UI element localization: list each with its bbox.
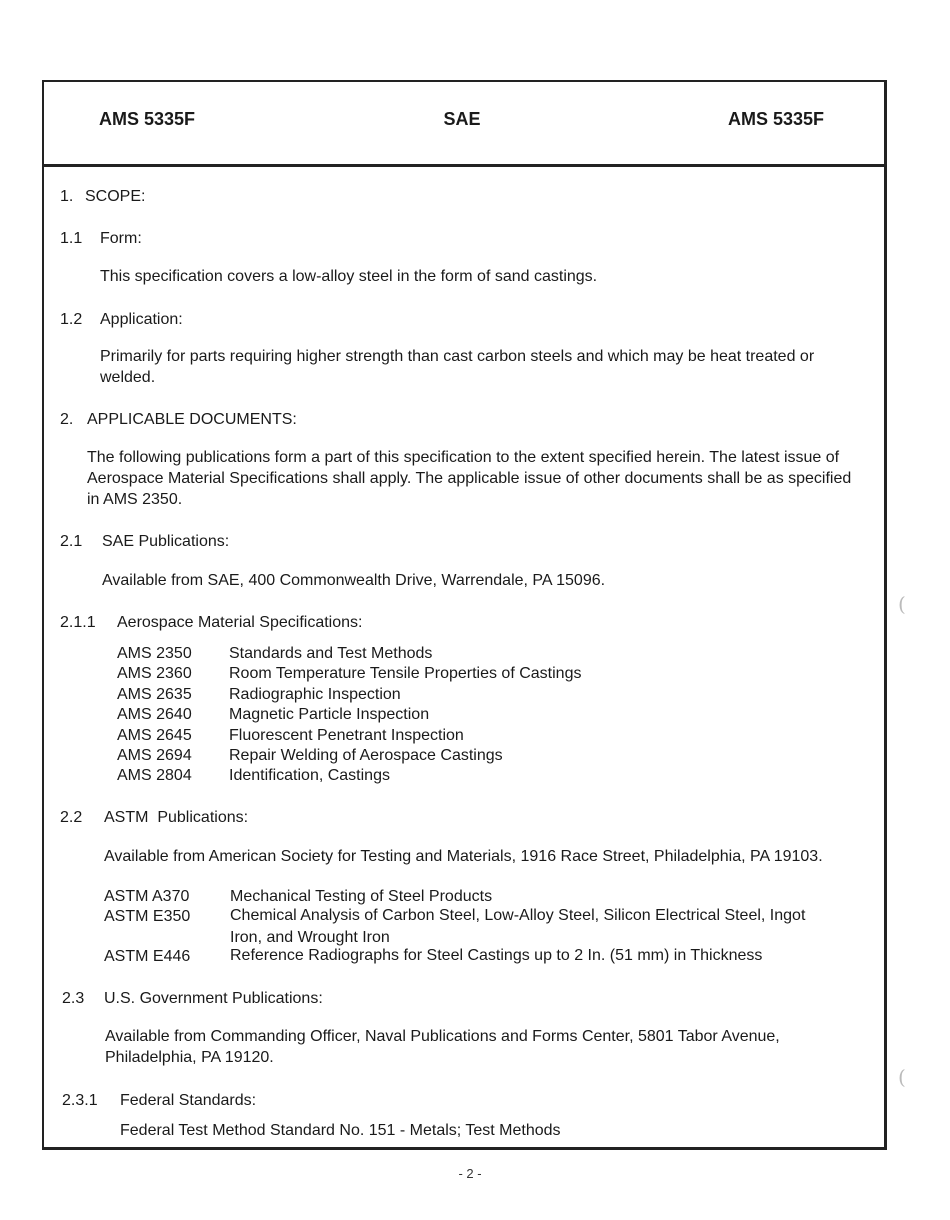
section-2-3-body: Available from Commanding Officer, Naval Publications and Forms Center, 5801 Tabor Avenue, Philadelphia, PA 19120. <box>105 1028 780 1066</box>
astm-desc: Mechanical Testing of Steel Products <box>230 888 493 905</box>
ams-code: AMS 2645 <box>117 727 192 744</box>
section-2-1-1-title: Aerospace Material Specifications: <box>117 614 363 631</box>
ams-code: AMS 2694 <box>117 747 192 764</box>
margin-mark: ( <box>898 1065 906 1089</box>
ams-desc: Standards and Test Methods <box>229 645 433 662</box>
astm-code: ASTM E350 <box>104 908 191 925</box>
section-2-1-body: Available from SAE, 400 Commonwealth Drive, Warrendale, PA 15096. <box>102 572 606 589</box>
ams-code: AMS 2350 <box>117 645 192 662</box>
header-org-text: SAE <box>443 109 481 129</box>
ams-desc: Room Temperature Tensile Properties of Castings <box>229 665 582 682</box>
header-doc-id-left: AMS 5335F <box>99 109 196 129</box>
section-2-3-number: 2.3 <box>62 990 85 1007</box>
section-1-1-number: 1.1 <box>60 230 83 247</box>
section-2-1-number: 2.1 <box>60 533 83 550</box>
ams-desc: Identification, Castings <box>229 767 390 784</box>
section-2-title: APPLICABLE DOCUMENTS: <box>87 411 297 428</box>
page-number <box>0 1166 950 1181</box>
astm-code: ASTM A370 <box>104 888 190 905</box>
section-2-number: 2. <box>60 411 74 428</box>
section-2-3-1-number: 2.3.1 <box>62 1092 98 1109</box>
section-1-2-title: Application: <box>100 311 183 328</box>
section-2-3-1-title: Federal Standards: <box>120 1092 257 1109</box>
section-1-1-body: This specification covers a low-alloy steel in the form of sand castings. <box>100 268 598 285</box>
section-2-body: The following publications form a part of this specification to the extent specified herein. The latest issue of Aerospace Material Specifications shall apply. The applicable issue of other documents shall be as specified in AMS 2350. <box>87 449 852 508</box>
section-2-3-1-body: Federal Test Method Standard No. 151 - Metals; Test Methods <box>120 1122 561 1139</box>
section-1-number: 1. <box>60 188 74 205</box>
section-2-2-number: 2.2 <box>60 809 83 826</box>
margin-mark: ( <box>898 592 906 616</box>
section-2-3-title: U.S. Government Publications: <box>104 990 323 1007</box>
section-1-title: SCOPE: <box>85 188 146 205</box>
ams-code: AMS 2635 <box>117 686 192 703</box>
astm-code: ASTM E446 <box>104 948 191 965</box>
section-1-2-body: Primarily for parts requiring higher strength than cast carbon steels and which may be heat treated or welded. <box>100 348 815 386</box>
ams-code: AMS 2640 <box>117 706 192 723</box>
section-1-2-number: 1.2 <box>60 311 83 328</box>
ams-desc: Magnetic Particle Inspection <box>229 706 430 723</box>
ams-desc: Fluorescent Penetrant Inspection <box>229 727 464 744</box>
section-2-2-title: ASTM Publications: <box>104 809 249 826</box>
section-2-1-title: SAE Publications: <box>102 533 230 550</box>
ams-desc: Repair Welding of Aerospace Castings <box>229 747 503 764</box>
header-doc-id-right: AMS 5335F <box>728 109 825 129</box>
astm-desc-line1: Chemical Analysis of Carbon Steel, Low-Alloy Steel, Silicon Electrical Steel, Ingot <box>230 907 806 924</box>
ams-desc: Radiographic Inspection <box>229 686 401 703</box>
ams-code: AMS 2804 <box>117 767 192 784</box>
section-2-1-1-number: 2.1.1 <box>60 614 96 631</box>
section-2-2-body: Available from American Society for Testing and Materials, 1916 Race Street, Philadelphia, PA 19103. <box>104 848 823 865</box>
astm-desc: Reference Radiographs for Steel Castings up to 2 In. (51 mm) in Thickness <box>230 947 763 964</box>
header-divider <box>42 164 885 167</box>
astm-desc-line2: Iron, and Wrought Iron <box>230 929 390 946</box>
page-number-text: - 2 - <box>458 1166 482 1181</box>
section-1-1-title: Form: <box>100 230 142 247</box>
ams-code: AMS 2360 <box>117 665 192 682</box>
